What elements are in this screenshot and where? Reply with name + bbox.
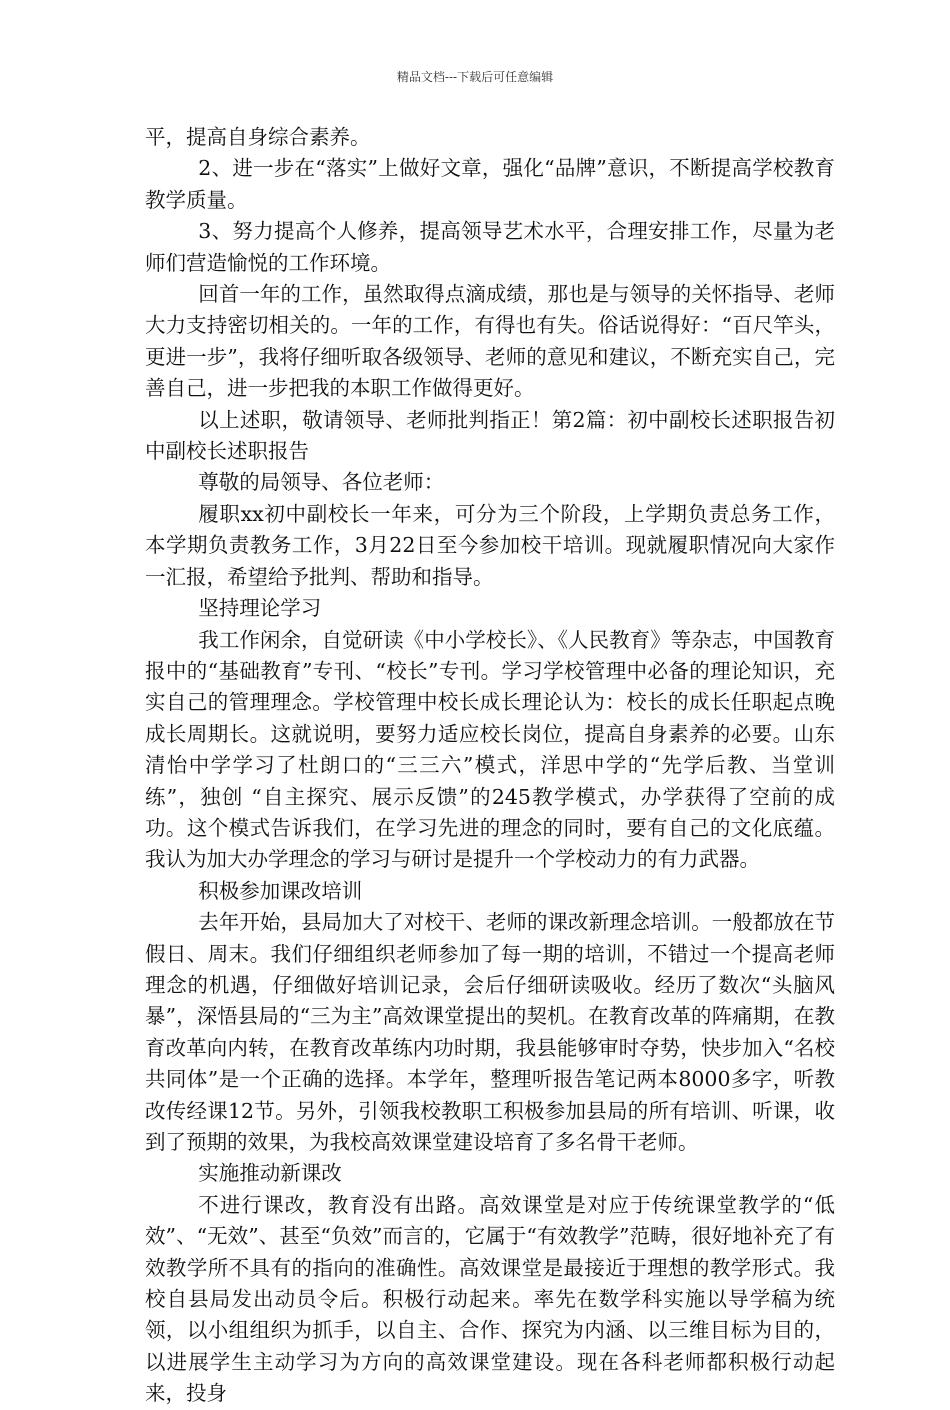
paragraph: 不进行课改，教育没有出路。高效课堂是对应于传统课堂教学的“低效”、“无效”、甚至“负效”而言的，它属于“有效教学”范畴，很好地补充了有效教学所不具有的指向的准确性。高效课堂是最接近于理想的教学形式。我校自县局发出动员令后。积极行动起来。率先在数学科实施以导学稿为统领，以小组组织为抓手，以自主、合作、探究为内涵、以三维目标为目的，以进展学生主动学习为方向的高效课堂建设。现在各科老师都积极行动起来，投身 <box>145 1192 835 1406</box>
paragraph: 以上述职，敬请领导、老师批判指正！第2篇：初中副校长述职报告初中副校长述职报告 <box>145 407 835 464</box>
section-heading: 积极参加课改培训 <box>198 878 363 903</box>
document-body <box>145 122 835 1410</box>
paragraph: 3、努力提高个人修养，提高领导艺术水平，合理安排工作，尽量为老师们营造愉悦的工作环境。 <box>145 219 835 275</box>
page-header: 精品文档---下载后可任意编辑 <box>396 70 554 84</box>
paragraph: 履职xx初中副校长一年来，可分为三个阶段，上学期负责总务工作，本学期负责教务工作，3月22日至今参加校干培训。现就履职情况向大家作一汇报，希望给予批判、帮助和指导。 <box>145 501 835 589</box>
paragraph: 我工作闲余，自觉研读《中小学校长》、《人民教育》等杂志，中国教育报中的“基础教育”专刊、“校长”专刊。学习学校管理中必备的理论知识，充实自己的管理理念。学校管理中校长成长理论认为：校长的成长任职起点晚成长周期长。这就说明，要努力适应校长岗位，提高自身素养的必要。山东清怡中学学习了杜朗口的“三三六”模式，洋思中学的“先学后教、当堂训练”，独创 “自主探究、展示反馈”的245教学模式，办学获得了空前的成功。这个模式告诉我们，在学习先进的理念的同时，要有自己的文化底蕴。我认为加大办学理念的学习与研讨是提升一个学校动力的有力武器。 <box>145 627 835 872</box>
paragraph: 平，提高自身综合素养。 <box>145 125 371 149</box>
paragraph: 2、进一步在“落实”上做好文章，强化“品牌”意识，不断提高学校教育教学质量。 <box>145 156 835 212</box>
paragraph: 回首一年的工作，虽然取得点滴成绩，那也是与领导的关怀指导、老师大力支持密切相关的。一年的工作，有得也有失。俗话说得好：“百尺竿头，更进一步”，我将仔细听取各级领导、老师的意见和建议，不断充实自己，完善自己，进一步把我的本职工作做得更好。 <box>145 282 835 401</box>
section-heading: 坚持理论学习 <box>198 596 322 621</box>
paragraph: 去年开始，县局加大了对校干、老师的课改新理念培训。一般都放在节假日、周末。我们仔细组织老师参加了每一期的培训，不错过一个提高老师理念的机遇，仔细做好培训记录，会后仔细研读吸收。经历了数次“头脑风暴”，深悟县局的“三为主”高效课堂提出的契机。在教育改革的阵痛期，在教育改革向内转，在教育改革练内功时期，我县能够审时夺势，快步加入“名校共同体”是一个正确的选择。本学年，整理听报告笔记两本8000多字，听教改传经课12节。另外，引领我校教职工积极参加县局的所有培训、听课，收到了预期的效果，为我校高效课堂建设培育了多名骨干老师。 <box>145 910 835 1154</box>
salutation: 尊敬的局领导、各位老师： <box>198 470 445 495</box>
section-heading: 实施推动新课改 <box>198 1161 342 1186</box>
